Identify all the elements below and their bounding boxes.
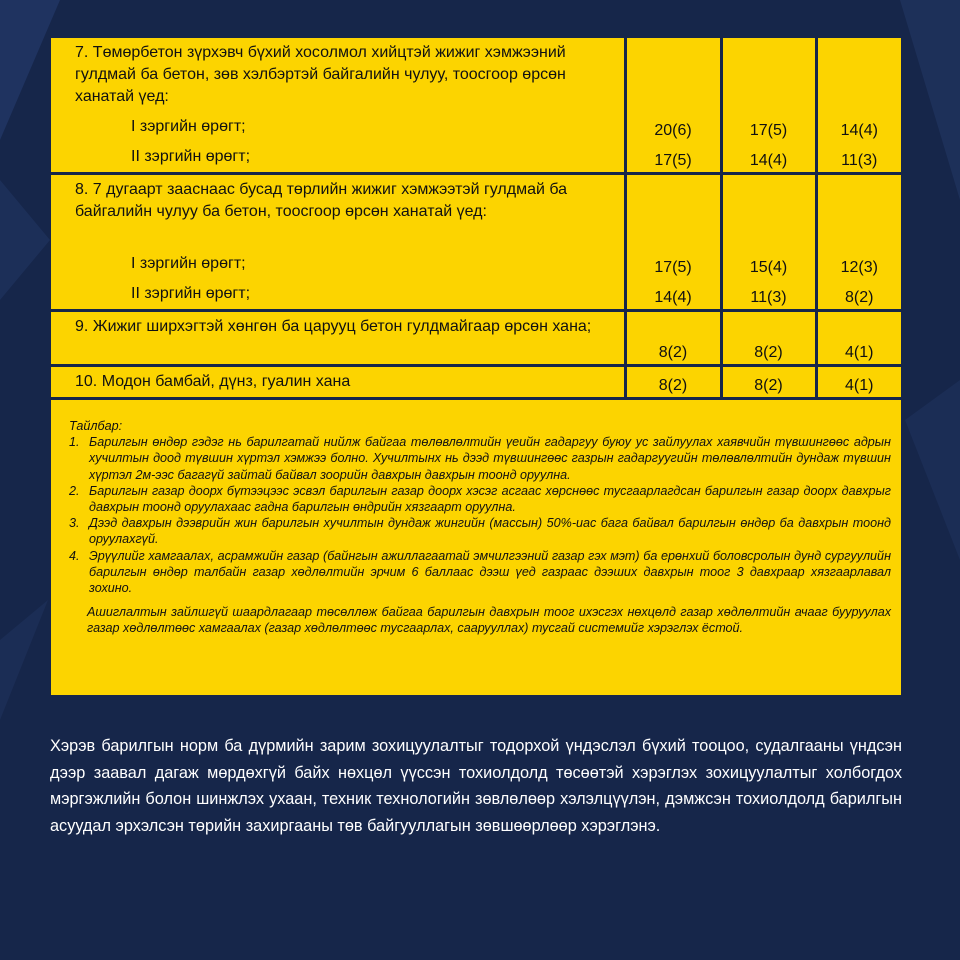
building-height-table <box>51 38 901 400</box>
note-text: Барилгын газар доорх бүтээцээс эсвэл барилгын газар доорх хэсэг асгаас хөрснөөс тусгаарлагдсан барилгын газар доорх давхрыг давхрын тоонд оруулахаас гадна барилгын өндрийн хязгаарт оруулна. <box>89 483 891 515</box>
table-cell: 12(3) <box>840 259 878 276</box>
note-number: 4. <box>69 548 80 563</box>
table-cell: 11(3) <box>841 152 878 169</box>
notes-section <box>69 418 891 637</box>
sub-row-label: II зэргийн өрөгт; <box>131 148 251 165</box>
table-cell: 17(5) <box>749 122 788 139</box>
sub-row-label: II зэргийн өрөгт; <box>131 285 251 302</box>
table-row <box>51 112 901 142</box>
row-label: 10. Модон бамбай, дүнз, гуалин хана <box>75 373 351 390</box>
row-label: 7. Төмөрбетон зүрхэвч бүхий хосолмол хийцтэй жижиг хэмжээний гулдмай ба бетон, зөв хэлбэртэй байгалийн чулуу, тоосгоор өрсөн ханатай үед: <box>75 44 566 105</box>
table-cell: 17(5) <box>654 259 692 276</box>
note-number: 2. <box>69 483 80 498</box>
table-cell: 15(4) <box>749 259 788 276</box>
table-cell: 14(4) <box>840 122 878 139</box>
row-label: 8. 7 дугаарт зааснаас бусад төрлийн жижиг хэмжээтэй гулдмай ба байгалийн чулуу ба бетон, тоосгоор өрсөн ханатай үед: <box>75 181 568 220</box>
table-row <box>51 311 901 366</box>
note-number: 1. <box>69 435 80 450</box>
table-cell: 8(2) <box>754 344 783 361</box>
sub-row-label: I зэргийн өрөгт; <box>131 118 246 135</box>
table-cell: 14(4) <box>749 152 788 169</box>
note-item <box>69 434 891 483</box>
table-row <box>51 142 901 174</box>
table-cell: 8(2) <box>658 377 688 394</box>
table-cell: 8(2) <box>754 377 783 394</box>
note-text: Дээд давхрын дээврийн жин барилгын хучилтын дундаж жингийн (массын) 50%-иас бага байвал барилгын өндөр ба давхрын тоонд оруулахгүй. <box>89 516 891 547</box>
table-cell: 14(4) <box>654 289 692 306</box>
note-item <box>69 515 891 547</box>
table-cell: 8(2) <box>658 344 688 361</box>
notes-heading: Тайлбар: <box>69 419 123 433</box>
table-cell: 4(1) <box>845 344 874 361</box>
table-cell: 8(2) <box>845 289 874 306</box>
table-row <box>51 249 901 279</box>
table-cell: 4(1) <box>845 377 874 394</box>
table-row <box>51 38 901 112</box>
table-cell: 11(3) <box>750 289 787 306</box>
notes-extra-paragraph: Ашиглалтын зайлшгүй шаардлагаар төсөллөж байгаа барилгын давхрын тоог ихэсгэх нөхцөлд газар хөдлөлтийн ачааг бууруулах газар хөдлөлтөөс хамгаалах (газар хөдлөлтөөс тусгаарлах, саарууллах) тусгай системийг хэрэглэх ёстой. <box>87 605 891 636</box>
note-text: Эрүүлийг хамгаалах, асрамжийн газар (байнгын ажиллагаатай эмчилгээний газар гэх мэт) ба ерөнхий боловсролын дунд сургуулийн барилгын өндөр талбайн газар хөдлөлтийн эрчим 6 баллаас дээш үед газраас дээших давхрын тоог 3 давхраар хязгаарлавал зохино. <box>89 548 891 596</box>
note-text: Барилгын өндөр гэдэг нь барилгатай нийлж байгаа төлөвлөлтийн үеийн гадаргуу буюу ус зайлуулах хаявчийн түвшингөөс адрын хучилтын доод түвшин хүртэл хэмжээ болно. Хучилтынх нь дээд түвшингөөс газрын гадаргуугийн төлөвлөлтийн дундаж түвшин хүртэл 2м-ээс багагүй зайтай байвал зоорийн давхрын давхрын тоонд оруулна. <box>89 435 891 482</box>
row-label: 9. Жижиг ширхэгтэй хөнгөн ба царууц бетон гулдмайгаар өрсөн хана; <box>75 318 592 335</box>
table-cell: 17(5) <box>654 152 692 169</box>
body-paragraph: Хэрэв барилгын норм ба дүрмийн зарим зохицуулалтыг тодорхой үндэслэл бүхий тооцоо, судалгааны үндсэн дээр заавал дагаж мөрдөхгүй байх нөхцөл үүссэн тохиолдолд төсөөтэй хэрэглэх зохицуулалтыг холбогдох мэргэжлийн болон шинжлэх ухаан, техник технологийн зөвлөлөөр хэлэлцүүлэн, дэмжсэн тохиолдолд барилгын асуудал эрхэлсэн төрийн захиргааны төв байгууллагын зөвшөөрлөөр хэрэглэнэ. <box>50 737 902 835</box>
table-row <box>51 279 901 311</box>
table-row <box>51 174 901 250</box>
table-cell: 20(6) <box>654 122 692 139</box>
note-number: 3. <box>69 516 80 531</box>
note-item <box>69 548 891 597</box>
table-row <box>51 366 901 399</box>
yellow-panel <box>51 38 901 695</box>
note-item <box>69 483 891 515</box>
sub-row-label: I зэргийн өрөгт; <box>131 255 246 272</box>
